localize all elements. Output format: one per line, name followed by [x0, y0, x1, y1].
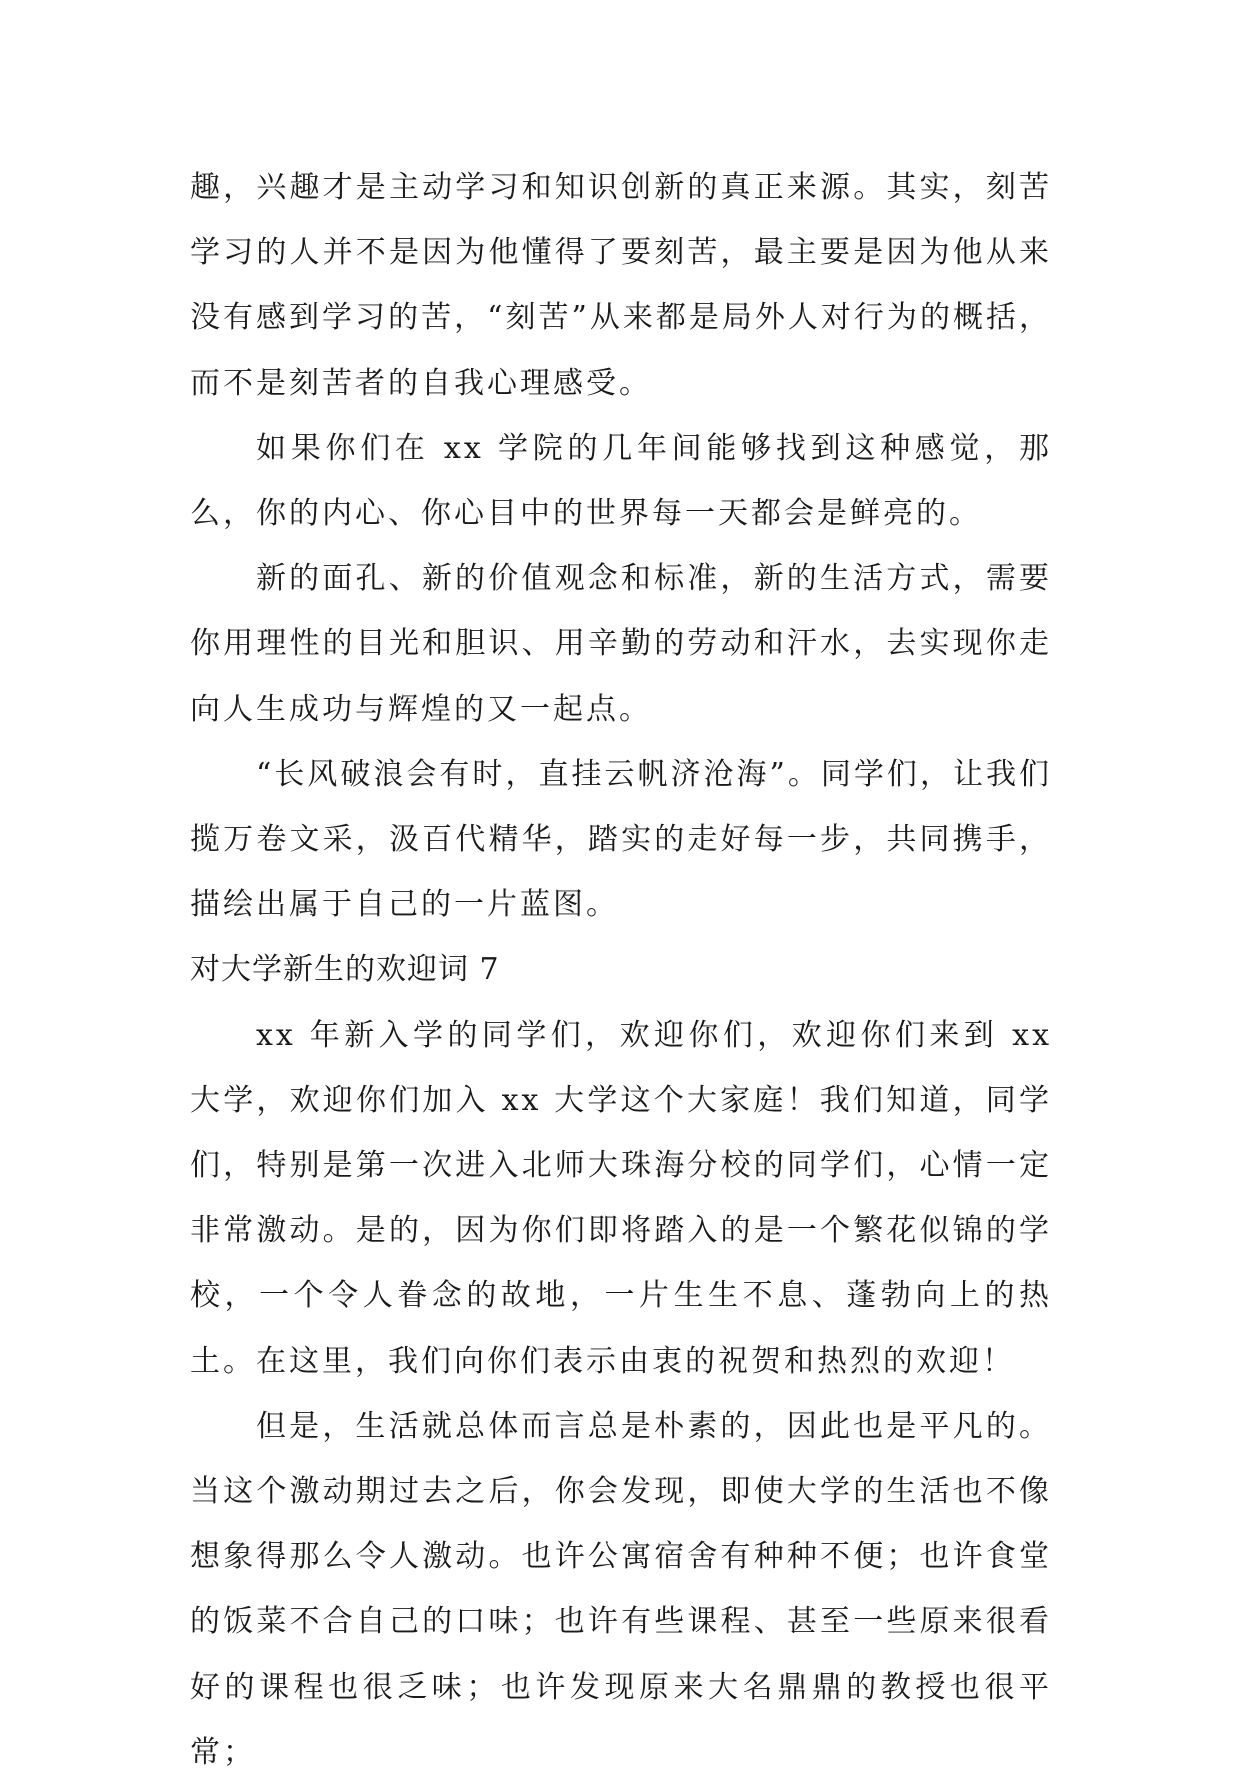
paragraph-3: 新的面孔、新的价值观念和标准，新的生活方式，需要你用理性的目光和胆识、用辛勤的劳动和汗水，去实现你走向人生成功与辉煌的又一起点。	[190, 561, 1052, 727]
section-heading: 对大学新生的欢迎词 7	[190, 952, 500, 988]
document-page	[190, 155, 1052, 1785]
paragraph-6: 但是，生活就总体而言总是朴素的，因此也是平凡的。当这个激动期过去之后，你会发现，即使大学的生活也不像想象得那么令人激动。也许公寓宿舍有种种不便；也许食堂的饭菜不合自己的口味；也许有些课程、甚至一些原来很看好的课程也很乏味；也许发现原来大名鼎鼎的教授也很平常；	[190, 1408, 1052, 1770]
paragraph-1: 趣，兴趣才是主动学习和知识创新的真正来源。其实，刻苦学习的人并不是因为他懂得了要刻苦，最主要是因为他从来没有感到学习的苦，“刻苦”从来都是局外人对行为的概括，而不是刻苦者的自我心理感受。	[190, 170, 1052, 401]
paragraph-2: 如果你们在 xx 学院的几年间能够找到这种感觉，那么，你的内心、你心目中的世界每一天都会是鲜亮的。	[190, 430, 1052, 532]
paragraph-5: xx 年新入学的同学们，欢迎你们，欢迎你们来到 xx 大学，欢迎你们加入 xx 大学这个大家庭！我们知道，同学们，特别是第一次进入北师大珠海分校的同学们，心情一定非常激动。是的，因为你们即将踏入的是一个繁花似锦的学校，一个令人眷念的故地，一片生生不息、蓬勃向上的热土。在这里，我们向你们表示由衷的祝贺和热烈的欢迎！	[190, 1017, 1052, 1379]
paragraph-4: “长风破浪会有时，直挂云帆济沧海”。同学们，让我们揽万卷文采，汲百代精华，踏实的走好每一步，共同携手，描绘出属于自己的一片蓝图。	[190, 756, 1052, 923]
